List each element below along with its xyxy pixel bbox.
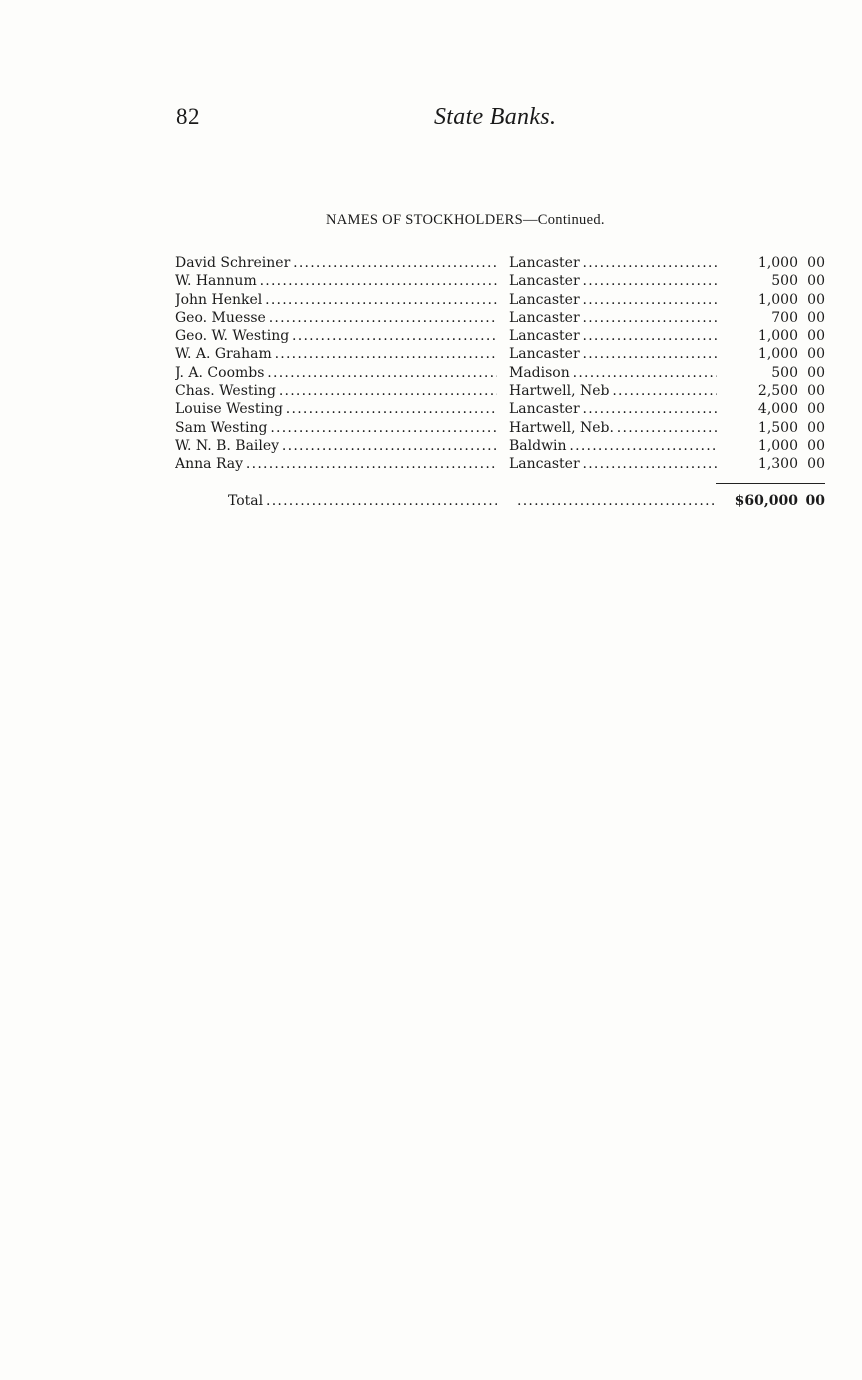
table-row: [0, 437, 862, 455]
stockholder-cents: 00: [807, 328, 825, 345]
total-leader-dots: [517, 492, 717, 510]
stockholder-cents: 00: [807, 255, 825, 271]
stockholder-place: Lancaster . . .: [509, 345, 717, 363]
table-row: [0, 345, 862, 363]
table-row: [0, 254, 862, 272]
stockholder-name: Louise Westing . . .: [175, 400, 497, 418]
stockholder-cents: 00: [807, 437, 825, 454]
stockholder-cents: 00: [807, 309, 825, 326]
stockholder-amount: 1,000: [757, 346, 798, 363]
stockholder-amount: 1,000: [757, 291, 798, 308]
stockholder-name: Anna Ray . . .: [175, 455, 497, 473]
stockholder-name: Sam Westing . . .: [175, 419, 497, 437]
table-row: [0, 272, 862, 290]
table-row: [0, 382, 862, 400]
stockholder-amount: 1,500: [757, 419, 798, 436]
stockholder-place: Lancaster . . .: [509, 291, 717, 309]
stockholder-amount: 500: [771, 364, 798, 381]
running-head: State Banks.: [434, 104, 557, 130]
total-label: Total . . .: [228, 492, 497, 510]
stockholder-amount: 1,300: [757, 456, 798, 473]
stockholder-cents: 00: [807, 346, 825, 363]
total-cents: 00: [805, 493, 825, 509]
stockholder-cents: 00: [807, 273, 825, 290]
stockholder-place: Baldwin . . .: [509, 437, 717, 455]
total-row: [0, 492, 862, 512]
stockholder-cents: 00: [807, 401, 825, 418]
table-row: [0, 419, 862, 437]
stockholder-amount: 2,500: [757, 383, 798, 400]
table-row: [0, 327, 862, 345]
section-title: NAMES OF STOCKHOLDERS—Continued.: [326, 212, 605, 228]
table-row: [0, 291, 862, 309]
stockholder-place: Hartwell, Neb. . . .: [509, 419, 717, 437]
stockholder-place: Lancaster . . .: [509, 254, 717, 272]
stockholder-amount: 4,000: [757, 401, 798, 418]
stockholder-name: W. Hannum . . .: [175, 272, 497, 290]
stockholder-name: Chas. Westing . . .: [175, 382, 497, 400]
stockholder-amount: 1,000: [757, 437, 798, 454]
stockholder-name: J. A. Coombs . . .: [175, 364, 497, 382]
stockholder-amount: 1,000: [757, 255, 798, 271]
stockholder-name: David Schreiner . . .: [175, 254, 497, 272]
table-row: [0, 309, 862, 327]
stockholder-place: Madison . . .: [509, 364, 717, 382]
stockholder-place: Lancaster . . .: [509, 309, 717, 327]
table-row: [0, 455, 862, 473]
stockholder-cents: 00: [807, 419, 825, 436]
stockholder-place: Lancaster . . .: [509, 272, 717, 290]
total-rule: [716, 483, 825, 484]
stockholder-amount: 500: [771, 273, 798, 290]
stockholder-name: Geo. W. Westing . . .: [175, 327, 497, 345]
stockholder-amount: 700: [771, 309, 798, 326]
table-row: [0, 364, 862, 382]
stockholder-amount: 1,000: [757, 328, 798, 345]
stockholder-place: Lancaster . . .: [509, 400, 717, 418]
stockholder-place: Lancaster . . .: [509, 455, 717, 473]
stockholder-cents: 00: [807, 364, 825, 381]
total-amount: $60,000: [734, 493, 798, 509]
table-row: [0, 400, 862, 418]
stockholder-name: Geo. Muesse . . .: [175, 309, 497, 327]
stockholder-table: [0, 254, 862, 474]
stockholder-name: John Henkel . . .: [175, 291, 497, 309]
stockholder-cents: 00: [807, 383, 825, 400]
stockholder-cents: 00: [807, 456, 825, 473]
page-number: 82: [176, 104, 200, 129]
stockholder-name: W. N. B. Bailey . . .: [175, 437, 497, 455]
stockholder-place: Lancaster . . .: [509, 327, 717, 345]
stockholder-place: Hartwell, Neb . . .: [509, 382, 717, 400]
stockholder-cents: 00: [807, 291, 825, 308]
stockholder-name: W. A. Graham . . .: [175, 345, 497, 363]
